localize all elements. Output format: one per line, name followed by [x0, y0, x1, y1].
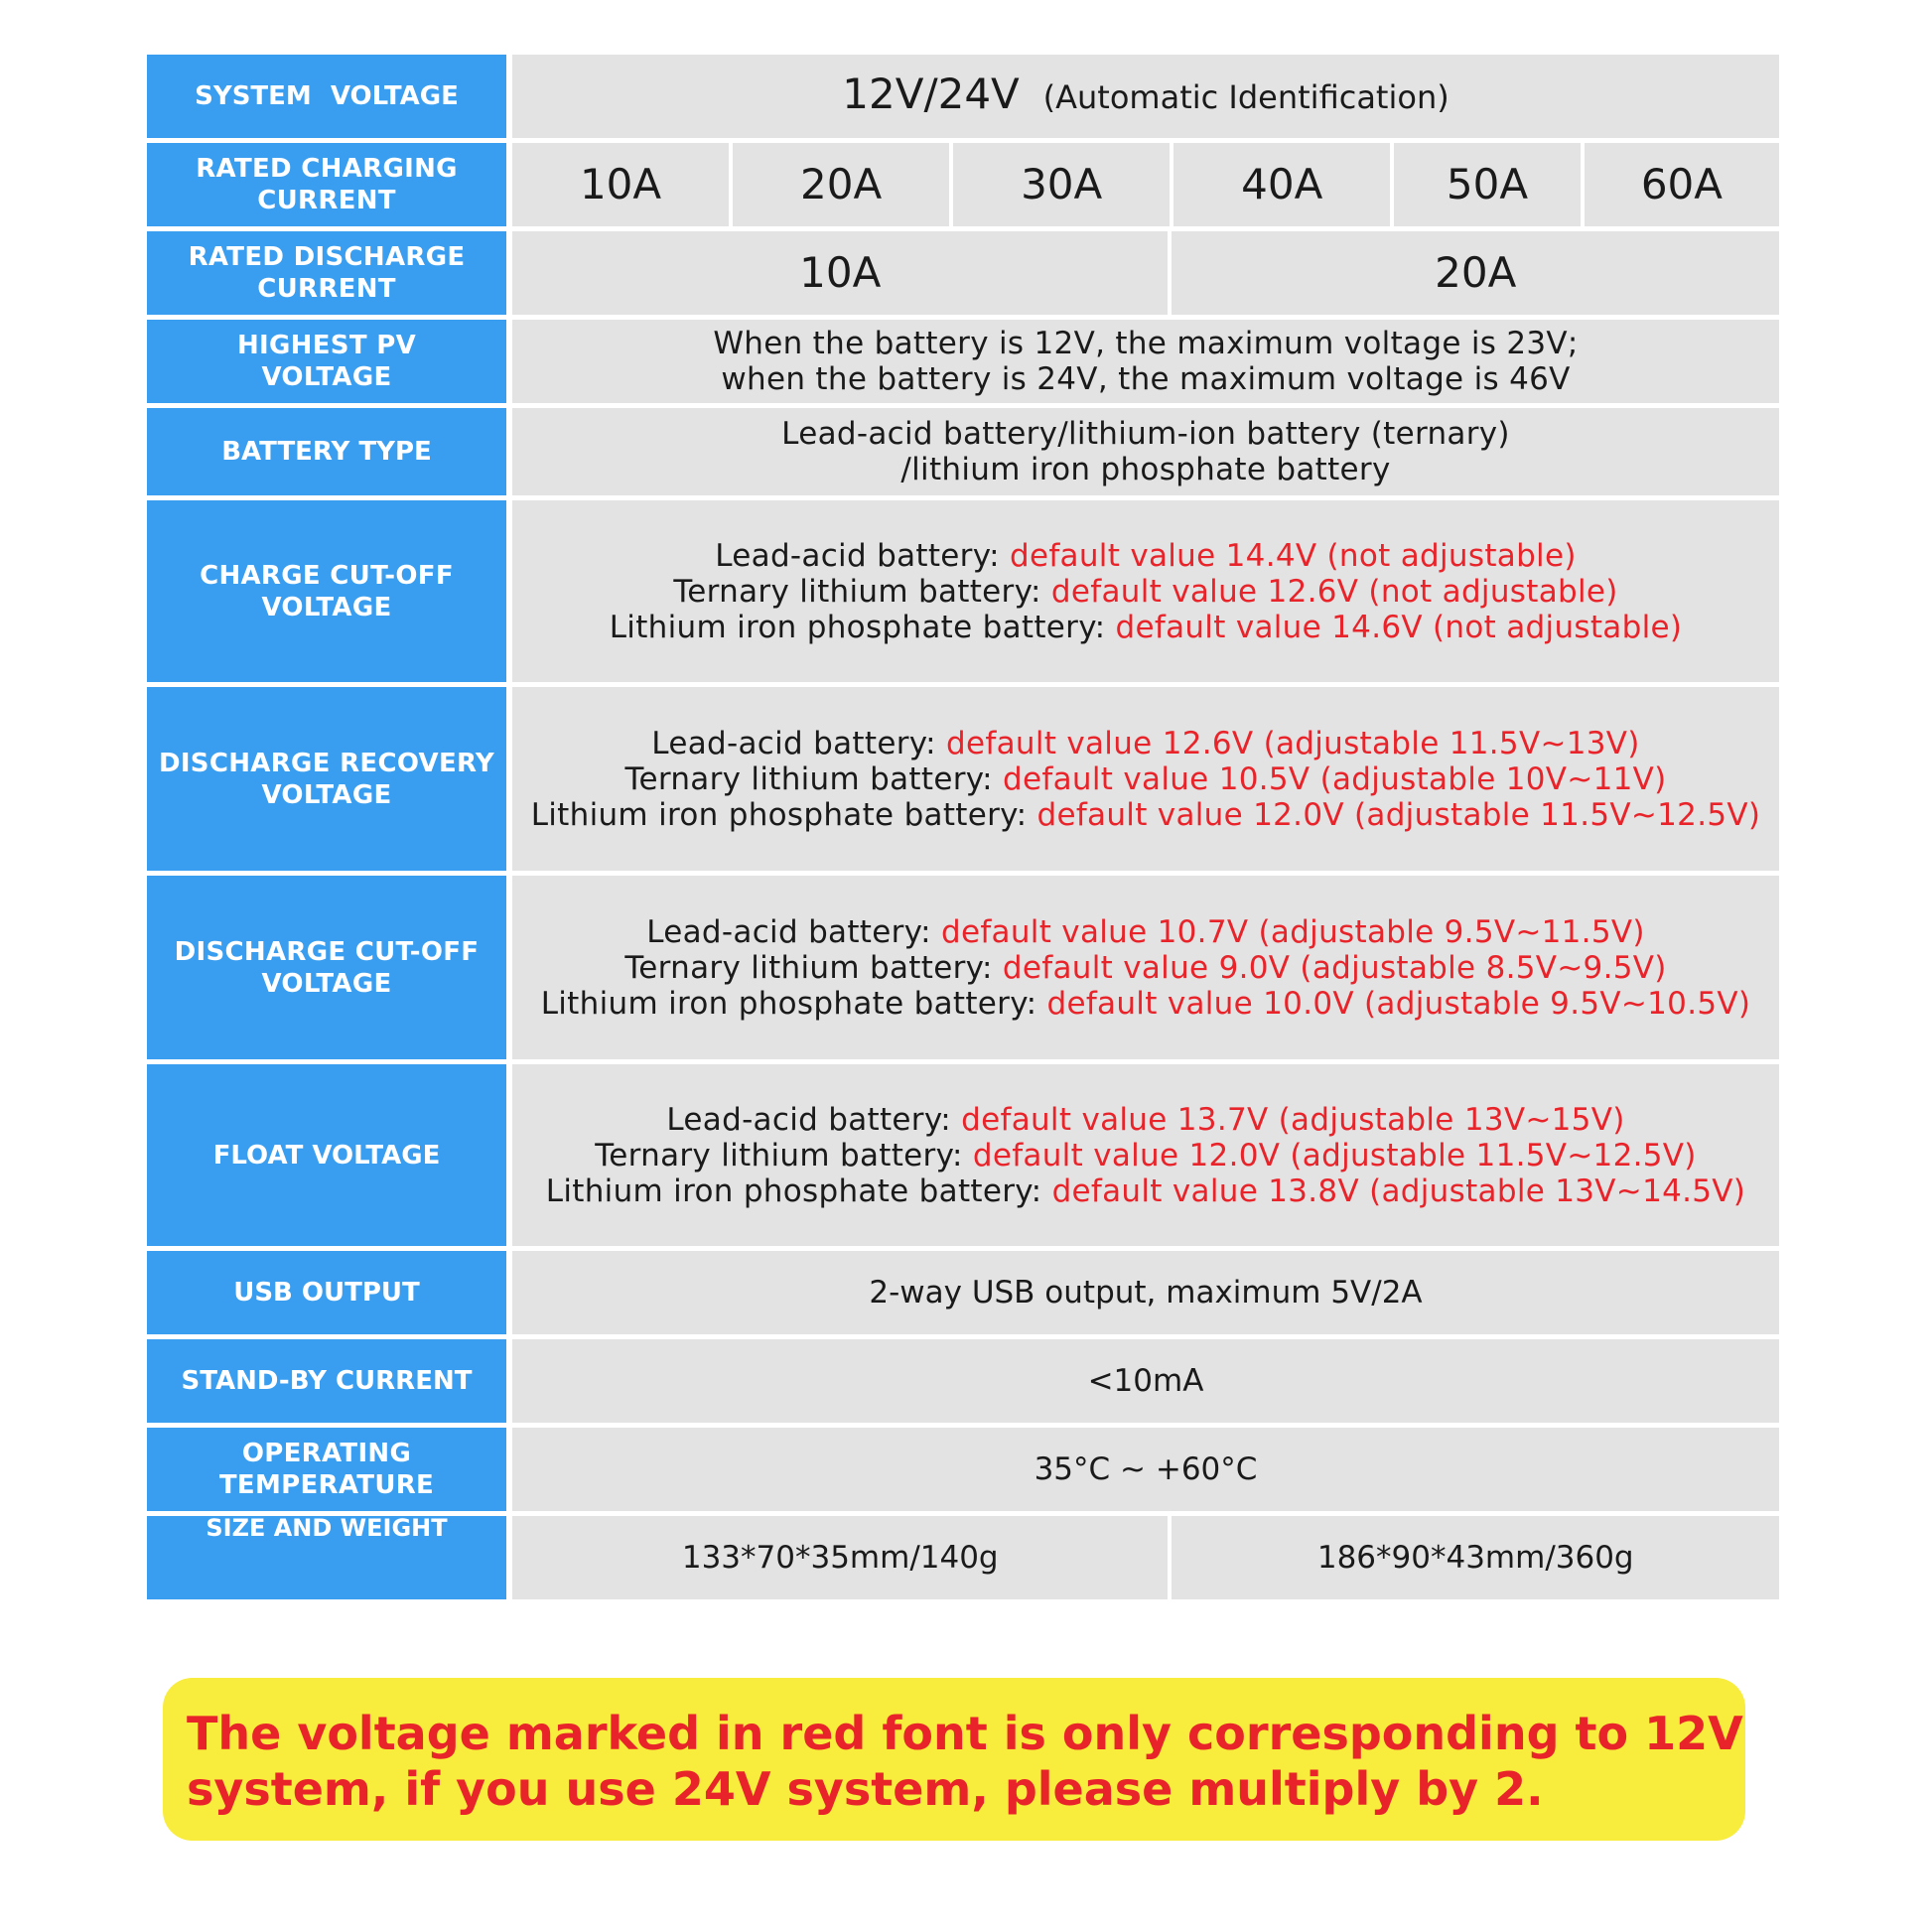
- label-rated-charging-line-1: RATED CHARGING: [196, 154, 458, 184]
- float-voltage-lifepo4: Lithium iron phosphate battery: default value 13.8V (adjustable 13V~14.5V): [545, 1173, 1746, 1209]
- battery-type-line-1: Lead-acid battery/lithium-ion battery (ternary): [781, 416, 1510, 452]
- label-size-weight: SIZE AND WEIGHT: [147, 1516, 512, 1599]
- label-operating-temp: [147, 1428, 512, 1511]
- value-size-weight: [512, 1516, 1779, 1599]
- system-voltage-note: (Automatic Identification): [1042, 78, 1449, 116]
- discharge-cutoff-ternary: Ternary lithium battery: default value 9.0V (adjustable 8.5V~9.5V): [624, 949, 1667, 986]
- label-system-voltage: SYSTEM VOLTAGE: [147, 55, 512, 138]
- charging-current-60a: 60A: [1581, 143, 1779, 226]
- battery-type-line-2: /lithium iron phosphate battery: [900, 452, 1391, 487]
- value-rated-charging: [512, 143, 1779, 226]
- spec-table: [147, 50, 1779, 1604]
- value-discharge-recovery: [512, 687, 1779, 871]
- label-rated-discharge-line-1: RATED DISCHARGE: [188, 242, 466, 272]
- value-battery-type: [512, 408, 1779, 495]
- row-operating-temp: [147, 1428, 1779, 1511]
- value-standby-current: <10mA: [512, 1339, 1779, 1423]
- row-discharge-recovery: [147, 687, 1779, 871]
- label-rated-discharge-line-2: CURRENT: [257, 274, 396, 304]
- highest-pv-line-2: when the battery is 24V, the maximum voltage is 46V: [721, 361, 1571, 397]
- row-discharge-cutoff: [147, 876, 1779, 1059]
- discharge-current-20a: 20A: [1168, 231, 1779, 315]
- label-discharge-recovery-line-2: VOLTAGE: [261, 779, 392, 810]
- label-charge-cutoff-line-2: VOLTAGE: [261, 592, 392, 622]
- red-font-note: [163, 1678, 1745, 1841]
- label-operating-temp-line-2: TEMPERATURE: [218, 1470, 435, 1500]
- note-line-1: The voltage marked in red font is only corresponding to 12V: [187, 1707, 1743, 1760]
- charge-cutoff-lead-acid: Lead-acid battery: default value 14.4V (not adjustable): [715, 537, 1577, 574]
- float-voltage-lead-acid: Lead-acid battery: default value 13.7V (adjustable 13V~15V): [666, 1101, 1625, 1138]
- charge-cutoff-lifepo4: Lithium iron phosphate battery: default value 14.6V (not adjustable): [609, 609, 1683, 645]
- row-rated-charging: [147, 143, 1779, 226]
- row-battery-type: [147, 408, 1779, 495]
- discharge-recovery-ternary: Ternary lithium battery: default value 10.5V (adjustable 10V~11V): [624, 760, 1667, 797]
- size-weight-large: 186*90*43mm/360g: [1168, 1516, 1779, 1599]
- label-charge-cutoff-line-1: CHARGE CUT-OFF: [200, 560, 454, 591]
- label-highest-pv: [147, 320, 512, 403]
- label-highest-pv-line-2: VOLTAGE: [261, 362, 392, 392]
- discharge-recovery-lifepo4: Lithium iron phosphate battery: default value 12.0V (adjustable 11.5V~12.5V): [530, 796, 1761, 833]
- label-charge-cutoff: [147, 500, 512, 682]
- charging-current-50a: 50A: [1390, 143, 1581, 226]
- label-rated-discharge: [147, 231, 512, 315]
- charging-current-40a: 40A: [1170, 143, 1390, 226]
- charging-current-10a: 10A: [579, 160, 662, 208]
- value-operating-temp: 35°C ~ +60°C: [512, 1428, 1779, 1511]
- discharge-cutoff-lifepo4: Lithium iron phosphate battery: default value 10.0V (adjustable 9.5V~10.5V): [540, 985, 1751, 1022]
- row-charge-cutoff: [147, 500, 1779, 682]
- highest-pv-line-1: When the battery is 12V, the maximum voltage is 23V;: [713, 326, 1579, 361]
- label-float-voltage: FLOAT VOLTAGE: [147, 1064, 512, 1246]
- label-discharge-recovery-line-1: DISCHARGE RECOVERY: [158, 748, 495, 778]
- discharge-current-10a: 10A: [799, 248, 882, 297]
- label-rated-charging: [147, 143, 512, 226]
- charging-current-20a: 20A: [729, 143, 949, 226]
- label-discharge-cutoff: [147, 876, 512, 1059]
- row-standby-current: [147, 1339, 1779, 1423]
- row-size-weight: [147, 1516, 1779, 1599]
- discharge-recovery-lead-acid: Lead-acid battery: default value 12.6V (adjustable 11.5V~13V): [651, 725, 1640, 761]
- note-line-2: system, if you use 24V system, please multiply by 2.: [187, 1762, 1544, 1816]
- value-discharge-cutoff: [512, 876, 1779, 1059]
- label-standby-current: STAND-BY CURRENT: [147, 1339, 512, 1423]
- size-weight-small: 133*70*35mm/140g: [681, 1540, 999, 1576]
- charge-cutoff-ternary: Ternary lithium battery: default value 12.6V (not adjustable): [673, 573, 1618, 610]
- row-usb-output: [147, 1251, 1779, 1334]
- charging-current-30a: 30A: [949, 143, 1170, 226]
- label-discharge-recovery: [147, 687, 512, 871]
- label-discharge-cutoff-line-1: DISCHARGE CUT-OFF: [174, 936, 480, 967]
- value-usb-output: 2-way USB output, maximum 5V/2A: [512, 1251, 1779, 1334]
- system-voltage-main: 12V/24V: [842, 69, 1020, 118]
- value-charge-cutoff: [512, 500, 1779, 682]
- label-battery-type: BATTERY TYPE: [147, 408, 512, 495]
- value-highest-pv: [512, 320, 1779, 403]
- row-float-voltage: [147, 1064, 1779, 1246]
- value-float-voltage: [512, 1064, 1779, 1246]
- value-system-voltage: [512, 55, 1779, 138]
- label-highest-pv-line-1: HIGHEST PV: [237, 331, 416, 360]
- discharge-cutoff-lead-acid: Lead-acid battery: default value 10.7V (adjustable 9.5V~11.5V): [646, 913, 1645, 950]
- label-operating-temp-line-1: OPERATING: [241, 1439, 412, 1468]
- float-voltage-ternary: Ternary lithium battery: default value 12.0V (adjustable 11.5V~12.5V): [595, 1137, 1697, 1173]
- row-system-voltage: [147, 55, 1779, 138]
- label-discharge-cutoff-line-2: VOLTAGE: [261, 968, 392, 999]
- row-rated-discharge: [147, 231, 1779, 315]
- value-rated-discharge: [512, 231, 1779, 315]
- label-rated-charging-line-2: CURRENT: [257, 186, 396, 215]
- row-highest-pv: [147, 320, 1779, 403]
- label-usb-output: USB OUTPUT: [147, 1251, 512, 1334]
